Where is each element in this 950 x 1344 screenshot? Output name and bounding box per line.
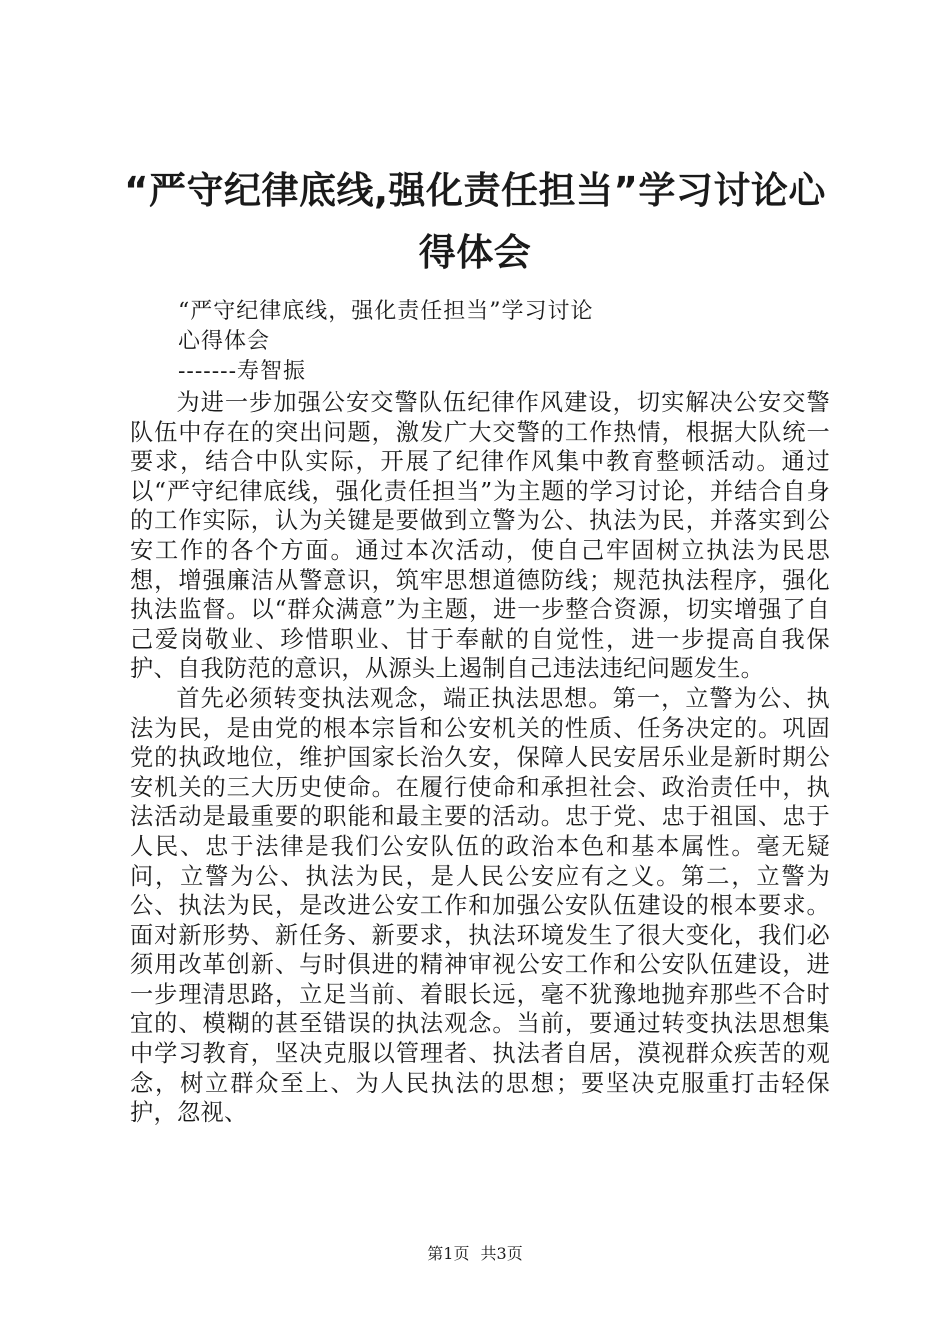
- subtitle-line: “严守纪律底线，强化责任担当”学习讨论: [178, 299, 594, 324]
- page-total: 共3页: [480, 1244, 523, 1263]
- document-body: [130, 388, 830, 1128]
- subtitle-line: 心得体会: [178, 329, 271, 354]
- body-paragraph: 首先必须转变执法观念，端正执法思想。第一，立警为公、执法为民，是由党的根本宗旨和公安机关的性质、任务决定的。巩固党的执政地位，维护国家长治久安，保障人民安居乐业是新时期公安机关的三大历史使命。在履行使命和承担社会、政治责任中，执法活动是最重要的职能和最主要的活动。忠于党、忠于祖国、忠于人民、忠于法律是我们公安队伍的政治本色和基本属性。毫无疑问，立警为公、执法为民，是人民公安应有之义。第二，立警为公、执法为民，是改进公安工作和加强公安队伍建设的根本要求。面对新形势、新任务、新要求，执法环境发生了很大变化，我们必须用改革创新、与时俱进的精神审视公安工作和公安队伍建设，进一步理清思路，立足当前、着眼长远，毫不犹豫地抛弃那些不合时宜的、模糊的甚至错误的执法观念。当前，要通过转变执法思想集中学习教育，坚决克服以管理者、执法者自居，漠视群众疾苦的观念，树立群众至上、为人民执法的思想；要坚决克服重打击轻保护，忽视、: [130, 684, 830, 1127]
- body-paragraph: 为进一步加强公安交警队伍纪律作风建设，切实解决公安交警队伍中存在的突出问题，激发广大交警的工作热情，根据大队统一要求，结合中队实际，开展了纪律作风集中教育整顿活动。通过以“严守纪律底线，强化责任担当”为主题的学习讨论，并结合自身的工作实际，认为关键是要做到立警为公、执法为民，并落实到公安工作的各个方面。通过本次活动，使自己牢固树立执法为民思想，增强廉洁从警意识，筑牢思想道德防线；规范执法程序，强化执法监督。以“群众满意”为主题，进一步整合资源，切实增强了自己爱岗敬业、珍惜职业、甘于奉献的自觉性，进一步提高自我保护、自我防范的意识，从源头上遏制自己违法违纪问题发生。: [130, 389, 830, 683]
- page-number: 第1页: [427, 1244, 470, 1263]
- author-line: -------寿智振: [178, 359, 307, 384]
- page-footer: [0, 1244, 950, 1264]
- subtitle-block: [178, 297, 594, 387]
- document-title: “严守纪律底线,强化责任担当”学习讨论心得体会: [124, 169, 826, 274]
